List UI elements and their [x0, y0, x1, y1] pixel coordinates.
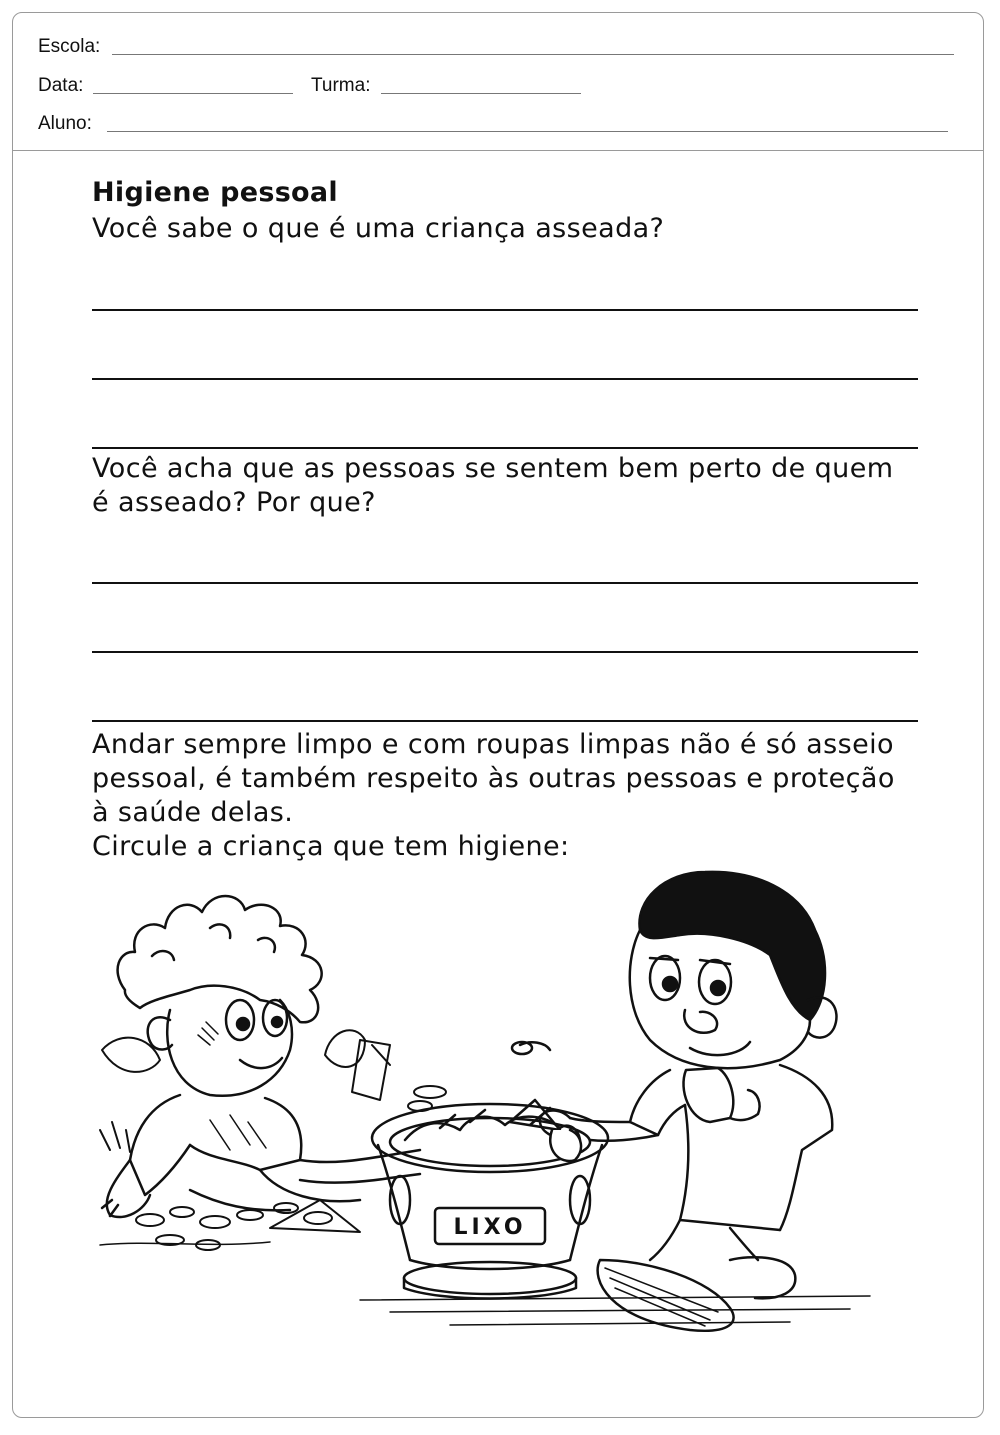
messy-child-figure [102, 896, 420, 1217]
trash-can [372, 1100, 608, 1299]
question-1: Você sabe o que é uma criança asseada? [92, 213, 665, 244]
answer-line-q1-1[interactable] [92, 309, 918, 311]
date-field-line[interactable] [93, 93, 293, 94]
header-divider [12, 150, 984, 151]
student-field-line[interactable] [107, 131, 948, 132]
trash-can-label: LIXO [453, 1215, 527, 1240]
answer-line-q1-3[interactable] [92, 447, 918, 449]
instruction-text: Circule a criança que tem higiene: [92, 831, 570, 862]
children-illustration [90, 860, 930, 1400]
answer-line-q2-2[interactable] [92, 651, 918, 653]
hygiene-paragraph: Andar sempre limpo e com roupas limpas não é só asseio pessoal, é também respeito às outras pessoas e proteção à saúde delas. [92, 729, 895, 828]
school-label: Escola: [38, 36, 101, 57]
ground-lines [100, 1242, 870, 1325]
date-label: Data: [38, 75, 84, 96]
class-label: Turma: [311, 75, 371, 96]
answer-line-q2-3[interactable] [92, 720, 918, 722]
worksheet-title: Higiene pessoal [92, 177, 338, 208]
school-field-line[interactable] [112, 54, 954, 55]
student-label: Aluno: [38, 113, 92, 134]
answer-line-q1-2[interactable] [92, 378, 918, 380]
question-2: Você acha que as pessoas se sentem bem perto de quem é asseado? Por que? [92, 453, 894, 518]
answer-line-q2-1[interactable] [92, 582, 918, 584]
class-field-line[interactable] [381, 93, 581, 94]
